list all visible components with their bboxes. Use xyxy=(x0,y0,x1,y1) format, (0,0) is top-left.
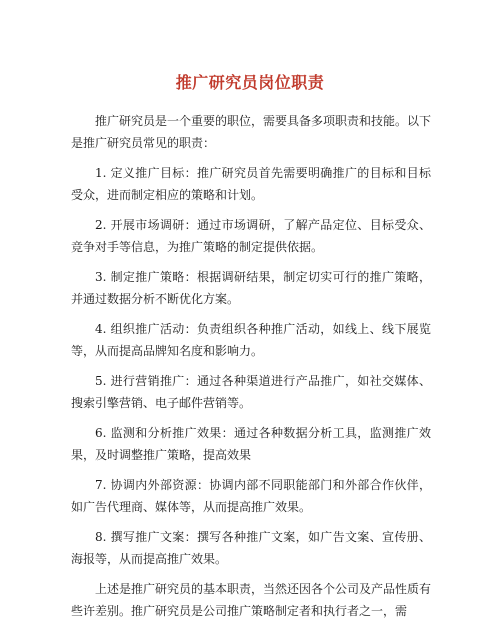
document-title: 推广研究员岗位职责 xyxy=(175,73,325,92)
paragraph-item-8: 8. 撰写推广文案：撰写各种推广文案，如广告文案、宣传册、海报等，从而提高推广效果。 xyxy=(71,530,431,566)
paragraph-item-3: 3. 制定推广策略：根据调研结果，制定切实可行的推广策略，并通过数据分析不断优化方案。 xyxy=(71,270,431,306)
document-body xyxy=(71,110,431,630)
paragraph-item-5: 5. 进行营销推广：通过各种渠道进行产品推广，如社交媒体、搜索引擎营销、电子邮件营销等。 xyxy=(71,374,431,410)
paragraph-item-4: 4. 组织推广活动：负责组织各种推广活动，如线上、线下展览等，从而提高品牌知名度和影响力。 xyxy=(71,322,431,358)
paragraph-item-6: 6. 监测和分析推广效果：通过各种数据分析工具，监测推广效果，及时调整推广策略，提高效果 xyxy=(71,426,431,462)
paragraph-summary: 上述是推广研究员的基本职责，当然还因各个公司及产品性质有些许差别。推广研究员是公司推广策略制定者和执行者之一，需 xyxy=(71,582,432,618)
paragraph-item-1: 1. 定义推广目标：推广研究员首先需要明确推广的目标和目标受众，进而制定相应的策略和计划。 xyxy=(71,166,431,202)
paragraph-item-7: 7. 协调内外部资源：协调内部不同职能部门和外部合作伙伴，如广告代理商、媒体等，从而提高推广效果。 xyxy=(71,478,431,514)
paragraph-intro: 推广研究员是一个重要的职位，需要具备多项职责和技能。以下是推广研究员常见的职责： xyxy=(71,114,432,150)
paragraph-item-2: 2. 开展市场调研：通过市场调研，了解产品定位、目标受众、竞争对手等信息，为推广策略的制定提供依据。 xyxy=(71,218,431,254)
